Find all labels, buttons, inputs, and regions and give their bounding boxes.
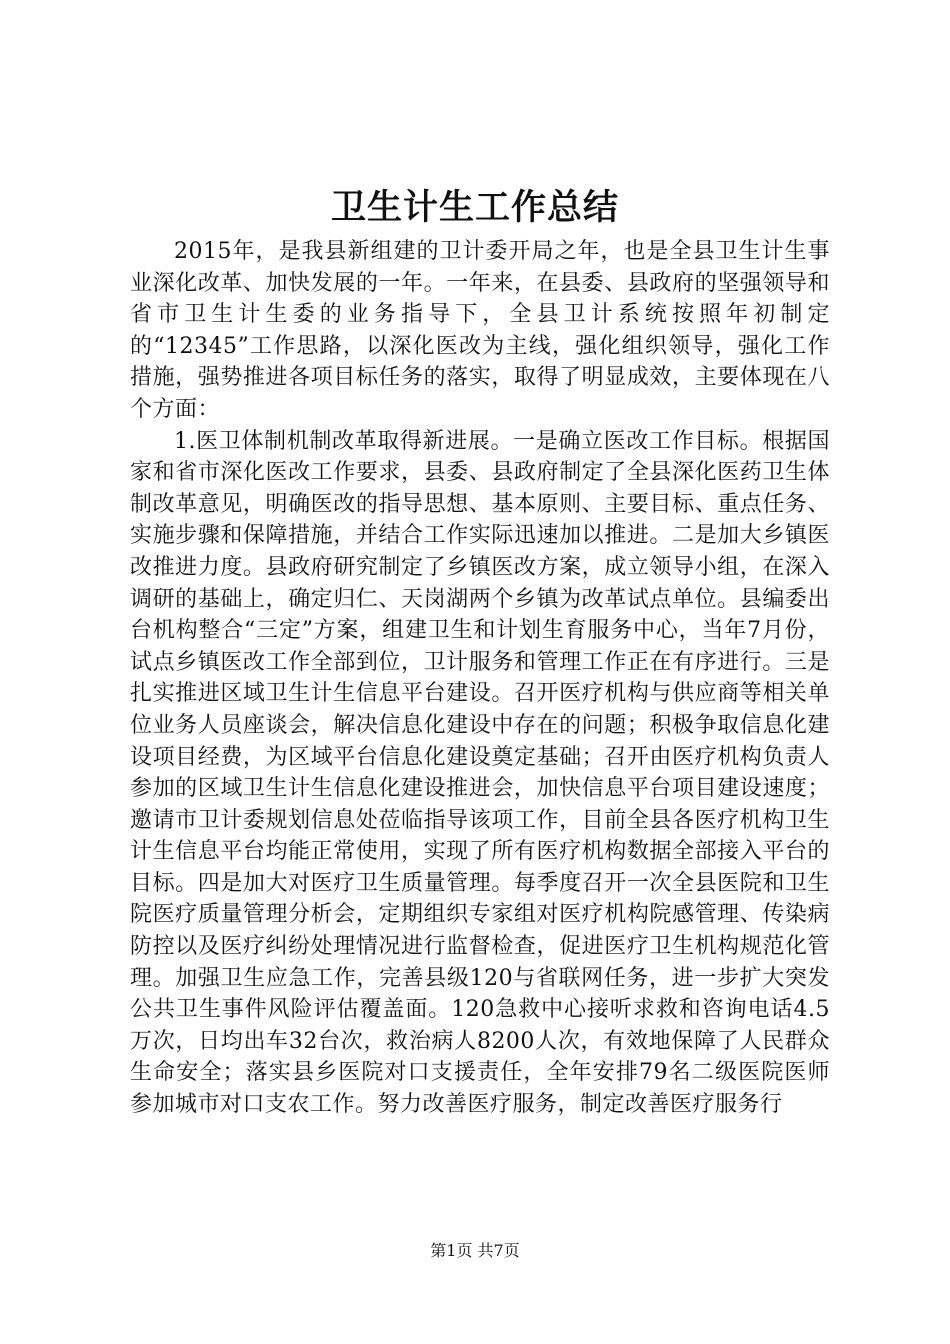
document-body — [130, 236, 830, 1121]
paragraph-section-1: 1.医卫体制机制改革取得新进展。一是确立医改工作目标。根据国家和省市深化医改工作要求，县委、县政府制定了全县深化医药卫生体制改革意见，明确医改的指导思想、基本原则、主要目标、重点任务、实施步骤和保障措施，并结合工作实际迅速加以推进。二是加大乡镇医改推进力度。县政府研究制定了乡镇医改方案，成立领导小组，在深入调研的基础上，确定归仁、天岗湖两个乡镇为改革试点单位。县编委出台机构整合“三定”方案，组建卫生和计划生育服务中心，当年7月份，试点乡镇医改工作全部到位，卫计服务和管理工作正在有序进行。三是扎实推进区域卫生计生信息平台建设。召开医疗机构与供应商等相关单位业务人员座谈会，解决信息化建设中存在的问题；积极争取信息化建设项目经费，为区域平台信息化建设奠定基础；召开由医疗机构负责人参加的区域卫生计生信息化建设推进会，加快信息平台项目建设速度；邀请市卫计委规划信息处莅临指导该项工作，目前全县各医疗机构卫生计生信息平台均能正常使用，实现了所有医疗机构数据全部接入平台的目标。四是加大对医疗卫生质量管理。每季度召开一次全县医院和卫生院医疗质量管理分析会，定期组织专家组对医疗机构院感管理、传染病防控以及医疗纠纷处理情况进行监督检查，促进医疗卫生机构规范化管理。加强卫生应急工作，完善县级120与省联网任务，进一步扩大突发公共卫生事件风险评估覆盖面。120急救中心接听求救和咨询电话4.5万次，日均出车32台次，救治病人8200人次，有效地保障了人民群众生命安全；落实县乡医院对口支援责任，全年安排79名二级医院医师参加城市对口支农工作。努力改善医疗服务，制定改善医疗服务行 — [130, 428, 830, 1118]
paragraph-intro: 2015年，是我县新组建的卫计委开局之年，也是全县卫生计生事业深化改革、加快发展的一年。一年来，在县委、县政府的坚强领导和省市卫生计生委的业务指导下，全县卫计系统按照年初制定的“12345”工作思路，以深化医改为主线，强化组织领导，强化工作措施，强势推进各项目标任务的落实，取得了明显成效，主要体现在八个方面： — [130, 239, 830, 422]
page-footer: 第1页 共7页 — [430, 1241, 520, 1260]
document-title: 卫生计生工作总结 — [330, 187, 619, 228]
